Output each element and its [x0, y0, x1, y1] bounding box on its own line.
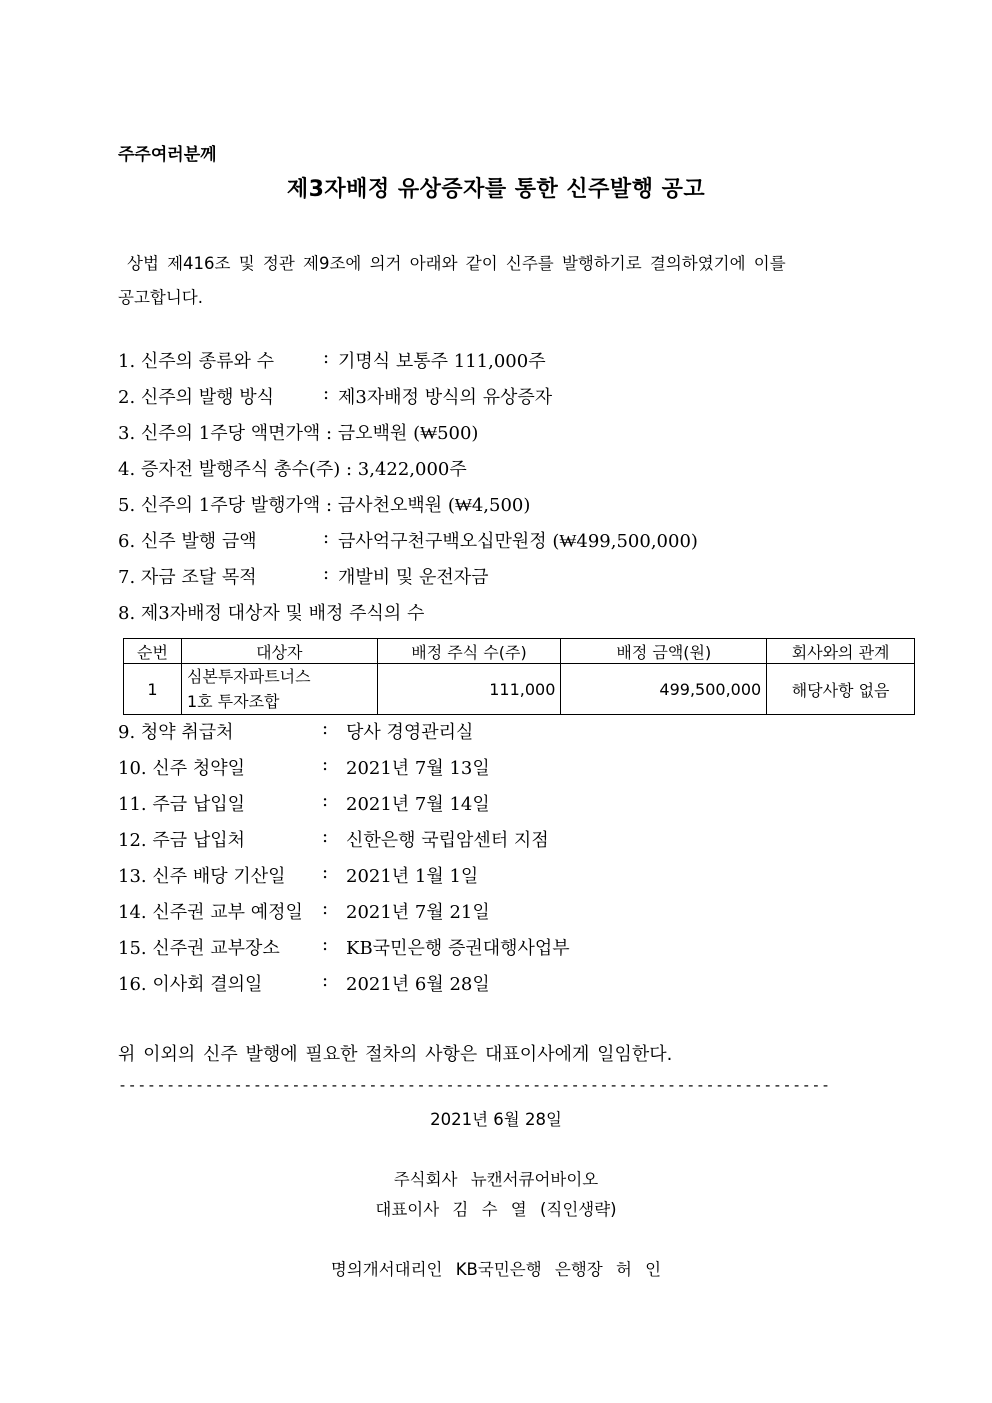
item-label: 14. 신주권 교부 예정일 — [118, 902, 303, 923]
item-separator: : — [323, 527, 330, 548]
item-label: 2. 신주의 발행 방식 — [118, 387, 275, 408]
item-separator: : — [322, 862, 329, 883]
header-name: 대상자 — [181, 639, 377, 664]
greeting: 주주여러분께 — [118, 145, 217, 165]
item-value: 금사억구천구백오십만원정 (₩499,500,000) — [338, 531, 698, 552]
item-separator: : — [322, 790, 329, 811]
item-label: 6. 신주 발행 금액 — [118, 531, 257, 552]
item-value: KB국민은행 증권대행사업부 — [346, 938, 570, 959]
item-label: 11. 주금 납입일 — [118, 794, 246, 815]
item-label: 10. 신주 청약일 — [118, 758, 246, 779]
header-amount: 배정 금액(원) — [561, 639, 767, 664]
item-label: 8. 제3자배정 대상자 및 배정 주식의 수 — [118, 603, 425, 624]
item-label: 3. 신주의 1주당 액면가액 : 금오백원 (₩500) — [118, 423, 479, 444]
item-value: 신한은행 국립암센터 지점 — [346, 830, 549, 851]
item-separator: : — [323, 563, 330, 584]
header-relation: 회사와의 관계 — [767, 639, 915, 664]
table-row — [124, 664, 915, 715]
item-separator: : — [323, 347, 330, 368]
item-value: 2021년 6월 28일 — [346, 974, 490, 995]
intro-line-1: 상법 제416조 및 정관 제9조에 의거 아래와 같이 신주를 발행하기로 결의하였기에 이를 — [127, 254, 786, 273]
cell-name — [181, 664, 377, 715]
cell-name-line-2: 1호 투자조합 — [186, 692, 280, 711]
representative: 대표이사 김 수 열 (직인생략) — [375, 1200, 617, 1219]
cell-name-line-1: 심본투자파트너스 — [186, 667, 311, 686]
item-separator: : — [322, 826, 329, 847]
closing-statement: 위 이외의 신주 발행에 필요한 절차의 사항은 대표이사에게 일임한다. — [118, 1044, 673, 1065]
item-value: 제3자배정 방식의 유상증자 — [338, 387, 553, 408]
cell-amount: 499,500,000 — [561, 664, 767, 715]
cell-no: 1 — [124, 664, 182, 715]
item-separator: : — [322, 898, 329, 919]
header-no: 순번 — [124, 639, 182, 664]
item-separator: : — [323, 383, 330, 404]
item-value: 기명식 보통주 111,000주 — [338, 351, 546, 372]
divider-line: -------------------------------------------------------------------------- — [118, 1076, 831, 1094]
item-label: 5. 신주의 1주당 발행가액 : 금사천오백원 (₩4,500) — [118, 495, 531, 516]
item-value: 2021년 1월 1일 — [346, 866, 479, 887]
item-label: 7. 자금 조달 목적 — [118, 567, 257, 588]
item-label: 9. 청약 취급처 — [118, 722, 234, 743]
header-shares: 배정 주식 수(주) — [377, 639, 561, 664]
item-value: 당사 경영관리실 — [346, 722, 474, 743]
page-title: 제3자배정 유상증자를 통한 신주발행 공고 — [286, 177, 706, 202]
item-label: 15. 신주권 교부장소 — [118, 938, 280, 959]
item-separator: : — [322, 934, 329, 955]
item-label: 16. 이사회 결의일 — [118, 974, 263, 995]
item-value: 2021년 7월 14일 — [346, 794, 490, 815]
item-separator: : — [322, 970, 329, 991]
table-header-row — [124, 639, 915, 664]
item-separator: : — [322, 754, 329, 775]
cell-relation: 해당사항 없음 — [767, 664, 915, 715]
item-label: 1. 신주의 종류와 수 — [118, 351, 275, 372]
transfer-agent: 명의개서대리인 KB국민은행 은행장 허 인 — [330, 1260, 662, 1279]
item-label: 12. 주금 납입처 — [118, 830, 246, 851]
item-value: 2021년 7월 21일 — [346, 902, 490, 923]
item-label: 13. 신주 배당 기산일 — [118, 866, 286, 887]
allocation-table — [123, 638, 915, 715]
item-separator: : — [322, 718, 329, 739]
cell-shares: 111,000 — [377, 664, 561, 715]
item-label: 4. 증자전 발행주식 총수(주) : 3,422,000주 — [118, 459, 467, 480]
item-value: 2021년 7월 13일 — [346, 758, 490, 779]
item-value: 개발비 및 운전자금 — [338, 567, 489, 588]
intro-line-2: 공고합니다. — [118, 288, 203, 307]
notice-date: 2021년 6월 28일 — [430, 1110, 562, 1129]
company-name: 주식회사 뉴캔서큐어바이오 — [393, 1170, 599, 1189]
